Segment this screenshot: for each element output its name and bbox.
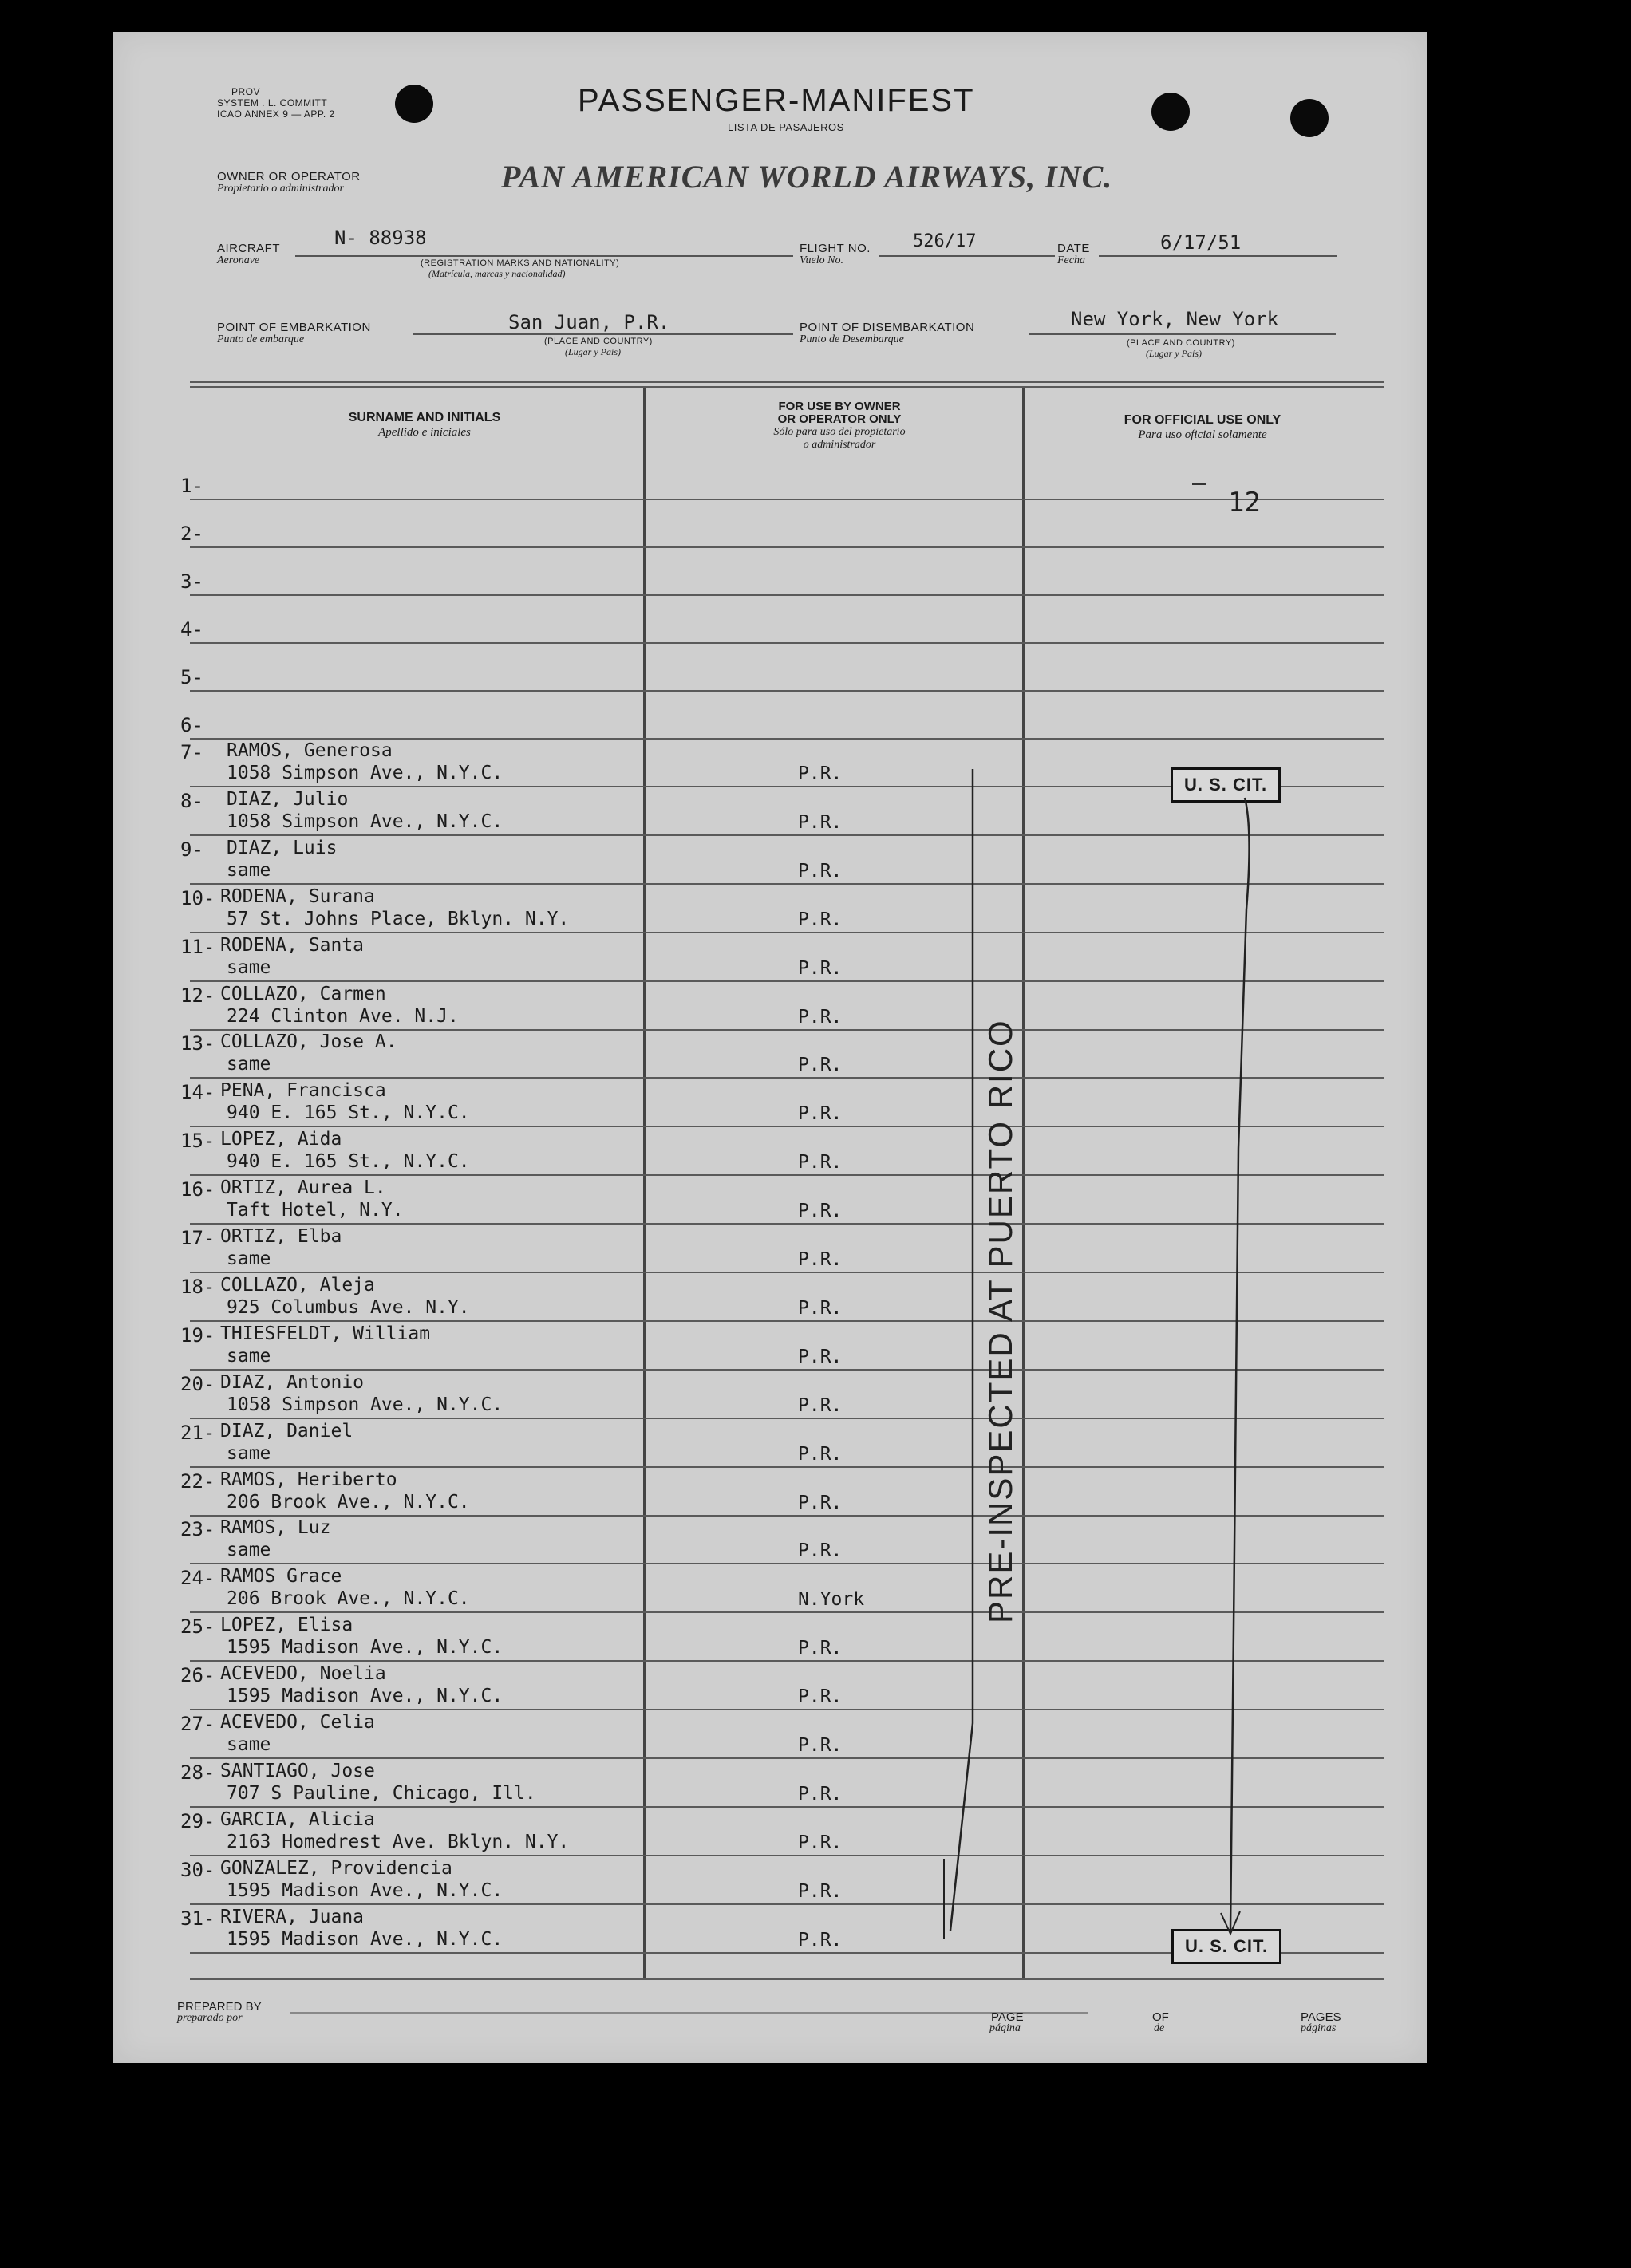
passenger-name: RODENA, Surana xyxy=(220,886,375,907)
passenger-name: LOPEZ, Elisa xyxy=(220,1615,353,1635)
row-number: 13- xyxy=(180,1032,215,1055)
origin-mark: P.R. xyxy=(798,861,843,882)
us-citizen-stamp: U. S. CIT. xyxy=(1171,767,1281,803)
passenger-address: same xyxy=(227,1540,271,1560)
origin-mark: P.R. xyxy=(798,1493,843,1513)
passenger-name: ACEVEDO, Noelia xyxy=(220,1663,386,1684)
embark-label-es: Punto de embarque xyxy=(217,333,305,345)
passenger-address: 2163 Homedrest Ave. Bklyn. N.Y. xyxy=(227,1832,570,1852)
page-label-es: página xyxy=(989,2022,1021,2034)
owner-label: OWNER OR OPERATOR xyxy=(217,170,361,183)
passenger-address: 1058 Simpson Ave., N.Y.C. xyxy=(227,811,504,832)
passenger-address: 206 Brook Ave., N.Y.C. xyxy=(227,1492,470,1513)
origin-mark: P.R. xyxy=(798,909,843,930)
col-header-official-label: FOR OFFICIAL USE ONLY xyxy=(1124,413,1282,427)
col-header-official-es: Para uso oficial solamente xyxy=(1138,428,1267,441)
passenger-name: PENA, Francisca xyxy=(220,1080,386,1101)
row-number: 6- xyxy=(180,714,203,736)
col-header-owner-line2: OR OPERATOR ONLY xyxy=(777,412,902,426)
passenger-address: 1058 Simpson Ave., N.Y.C. xyxy=(227,763,504,783)
registration-note: (REGISTRATION MARKS AND NATIONALITY) xyxy=(421,258,620,268)
airline-name: PAN AMERICAN WORLD AIRWAYS, INC. xyxy=(501,159,1113,195)
passenger-name: DIAZ, Luis xyxy=(227,838,338,858)
origin-mark: P.R. xyxy=(798,1103,843,1124)
row-number: 8- xyxy=(180,790,203,812)
origin-mark: P.R. xyxy=(798,763,843,784)
origin-mark: P.R. xyxy=(798,1638,843,1659)
origin-mark: P.R. xyxy=(798,1152,843,1173)
row-number: 2- xyxy=(180,523,203,545)
origin-mark: P.R. xyxy=(798,1686,843,1707)
row-number: 14- xyxy=(180,1081,215,1103)
disembark-place-note-es: (Lugar y País) xyxy=(1146,348,1202,359)
form-line: ICAO ANNEX 9 — APP. 2 xyxy=(217,108,335,120)
passenger-address: 1595 Madison Ave., N.Y.C. xyxy=(227,1637,504,1658)
passenger-address: same xyxy=(227,1443,271,1464)
passenger-name: RAMOS, Heriberto xyxy=(220,1469,397,1490)
passenger-address: same xyxy=(227,1248,271,1269)
date-label-es: Fecha xyxy=(1057,254,1085,266)
passenger-name: COLLAZO, Aleja xyxy=(220,1275,375,1296)
passenger-name: THIESFELDT, William xyxy=(220,1323,431,1344)
owner-label-es: Propietario o administrador xyxy=(217,183,344,195)
row-number: 11- xyxy=(180,936,215,958)
origin-mark: P.R. xyxy=(798,1444,843,1465)
bracket-left xyxy=(950,769,973,1931)
preinspected-stamp: PRE-INSPECTED AT PUERTO RICO xyxy=(981,1019,1019,1623)
passenger-address: 224 Clinton Ave. N.J. xyxy=(227,1006,459,1027)
embark-label: POINT OF EMBARKATION xyxy=(217,321,371,334)
origin-mark: P.R. xyxy=(798,1784,843,1805)
row-number: 27- xyxy=(180,1713,215,1735)
origin-mark: P.R. xyxy=(798,1055,843,1075)
passenger-address: 940 E. 165 St., N.Y.C. xyxy=(227,1151,470,1172)
us-citizen-stamp: U. S. CIT. xyxy=(1171,1929,1282,1964)
page-label: PAGE xyxy=(991,2010,1024,2024)
passenger-address: 707 S Pauline, Chicago, Ill. xyxy=(227,1783,536,1804)
origin-mark: P.R. xyxy=(798,812,843,833)
passenger-address: same xyxy=(227,957,271,978)
passenger-name: COLLAZO, Jose A. xyxy=(220,1031,397,1052)
registration-note-es: (Matrícula, marcas y nacionalidad) xyxy=(428,268,566,279)
row-number: 17- xyxy=(180,1227,215,1249)
row-number: 9- xyxy=(180,838,203,861)
origin-mark: P.R. xyxy=(798,1298,843,1319)
row-number: 29- xyxy=(180,1810,215,1832)
passenger-name: RODENA, Santa xyxy=(220,935,365,956)
passenger-name: RIVERA, Juana xyxy=(220,1907,365,1927)
form-line: SYSTEM . L. COMMITT xyxy=(217,97,328,108)
passenger-name: DIAZ, Daniel xyxy=(220,1421,353,1442)
row-number: 18- xyxy=(180,1276,215,1298)
flight-label-es: Vuelo No. xyxy=(800,254,843,266)
col-header-owner-es1: Sólo para uso del propietario xyxy=(773,426,906,438)
of-label: OF xyxy=(1152,2010,1169,2024)
row-number: 4- xyxy=(180,618,203,641)
passenger-name: ORTIZ, Elba xyxy=(220,1226,342,1247)
row-number: 25- xyxy=(180,1615,215,1638)
aircraft-label-es: Aeronave xyxy=(217,254,260,266)
passenger-name: DIAZ, Julio xyxy=(227,789,349,810)
passenger-name: RAMOS Grace xyxy=(220,1566,342,1587)
origin-mark: P.R. xyxy=(798,1540,843,1561)
row-number: 1- xyxy=(180,475,203,497)
origin-mark: P.R. xyxy=(798,1007,843,1028)
passenger-address: same xyxy=(227,1734,271,1755)
passenger-name: RAMOS, Generosa xyxy=(227,740,393,761)
passenger-name: DIAZ, Antonio xyxy=(220,1372,365,1393)
origin-mark: P.R. xyxy=(798,958,843,979)
prepared-by-label: PREPARED BY xyxy=(177,2000,262,2014)
row-number: 10- xyxy=(180,887,215,909)
bracket-lines xyxy=(113,32,1427,2063)
page-subtitle: LISTA DE PASAJEROS xyxy=(728,121,844,133)
origin-mark: P.R. xyxy=(798,1249,843,1270)
passenger-address: same xyxy=(227,1346,271,1367)
flight-value: 526/17 xyxy=(913,231,977,251)
passenger-address: 206 Brook Ave., N.Y.C. xyxy=(227,1588,470,1609)
row-number: 22- xyxy=(180,1470,215,1493)
passenger-address: 940 E. 165 St., N.Y.C. xyxy=(227,1102,470,1123)
row-number: 21- xyxy=(180,1422,215,1444)
row-number: 12- xyxy=(180,984,215,1007)
origin-mark: P.R. xyxy=(798,1735,843,1756)
col-header-owner-line1: FOR USE BY OWNER xyxy=(778,400,901,413)
disembark-value: New York, New York xyxy=(1071,308,1279,330)
passenger-name: GONZALEZ, Providencia xyxy=(220,1858,452,1879)
passenger-name: GARCIA, Alicia xyxy=(220,1809,375,1830)
pages-label-es: páginas xyxy=(1301,2022,1337,2034)
passenger-address: 925 Columbus Ave. N.Y. xyxy=(227,1297,470,1318)
origin-mark: P.R. xyxy=(798,1201,843,1221)
passenger-address: same xyxy=(227,1054,271,1075)
manifest-sheet xyxy=(113,32,1427,2063)
disembark-label-es: Punto de Desembarque xyxy=(800,333,904,345)
origin-mark: P.R. xyxy=(798,1395,843,1416)
flight-label: FLIGHT NO. xyxy=(800,242,871,255)
row-number: 24- xyxy=(180,1567,215,1589)
date-label: DATE xyxy=(1057,242,1090,255)
of-label-es: de xyxy=(1154,2022,1165,2034)
passenger-address: same xyxy=(227,860,271,881)
origin-mark: P.R. xyxy=(798,1347,843,1367)
row-number: 16- xyxy=(180,1178,215,1201)
passenger-address: 1595 Madison Ave., N.Y.C. xyxy=(227,1880,504,1901)
bracket-right xyxy=(1230,798,1250,1931)
passenger-address: 57 St. Johns Place, Bklyn. N.Y. xyxy=(227,909,570,929)
passenger-name: LOPEZ, Aida xyxy=(220,1129,342,1150)
origin-mark: P.R. xyxy=(798,1881,843,1902)
aircraft-label: AIRCRAFT xyxy=(217,242,280,255)
row-number: 28- xyxy=(180,1761,215,1784)
passenger-address: 1595 Madison Ave., N.Y.C. xyxy=(227,1929,504,1950)
date-value: 6/17/51 xyxy=(1160,231,1242,254)
origin-mark: P.R. xyxy=(798,1930,843,1950)
row-number: 23- xyxy=(180,1518,215,1540)
row-number: 3- xyxy=(180,570,203,593)
passenger-address: Taft Hotel, N.Y. xyxy=(227,1200,404,1221)
row-number: 26- xyxy=(180,1664,215,1686)
row-number: 7- xyxy=(180,741,203,763)
passenger-address: 1595 Madison Ave., N.Y.C. xyxy=(227,1686,504,1706)
official-count: 12 xyxy=(1228,487,1261,519)
prepared-by-label-es: preparado por xyxy=(177,2012,243,2024)
passenger-name: ORTIZ, Aurea L. xyxy=(220,1177,386,1198)
row-number: 15- xyxy=(180,1130,215,1152)
origin-mark: P.R. xyxy=(798,1832,843,1853)
embark-place-note: (PLACE AND COUNTRY) xyxy=(544,337,653,346)
embark-value: San Juan, P.R. xyxy=(508,311,670,333)
page-title: PASSENGER-MANIFEST xyxy=(578,83,975,118)
origin-mark: N.York xyxy=(798,1589,865,1610)
row-number: 30- xyxy=(180,1859,215,1881)
passenger-name: COLLAZO, Carmen xyxy=(220,984,386,1004)
row-number: 31- xyxy=(180,1907,215,1930)
disembark-label: POINT OF DISEMBARKATION xyxy=(800,321,975,334)
passenger-address: 1058 Simpson Ave., N.Y.C. xyxy=(227,1394,504,1415)
embark-place-note-es: (Lugar y País) xyxy=(565,346,621,357)
passenger-name: SANTIAGO, Jose xyxy=(220,1761,375,1781)
passenger-name: RAMOS, Luz xyxy=(220,1517,331,1538)
col-header-surname-es: Apellido e iniciales xyxy=(378,426,471,439)
passenger-name: ACEVEDO, Celia xyxy=(220,1712,375,1733)
pages-label: PAGES xyxy=(1301,2010,1341,2024)
aircraft-value: N- 88938 xyxy=(334,227,427,249)
row-number: 20- xyxy=(180,1373,215,1395)
prepared-by-line xyxy=(290,2012,1088,2014)
col-header-surname-label: SURNAME AND INITIALS xyxy=(348,411,501,424)
disembark-place-note: (PLACE AND COUNTRY) xyxy=(1127,338,1235,348)
footer-rule xyxy=(190,1978,1384,1980)
form-line: PROV xyxy=(231,86,261,97)
col-header-owner-es2: o administrador xyxy=(803,439,876,451)
row-number: 5- xyxy=(180,666,203,688)
row-number: 19- xyxy=(180,1324,215,1347)
